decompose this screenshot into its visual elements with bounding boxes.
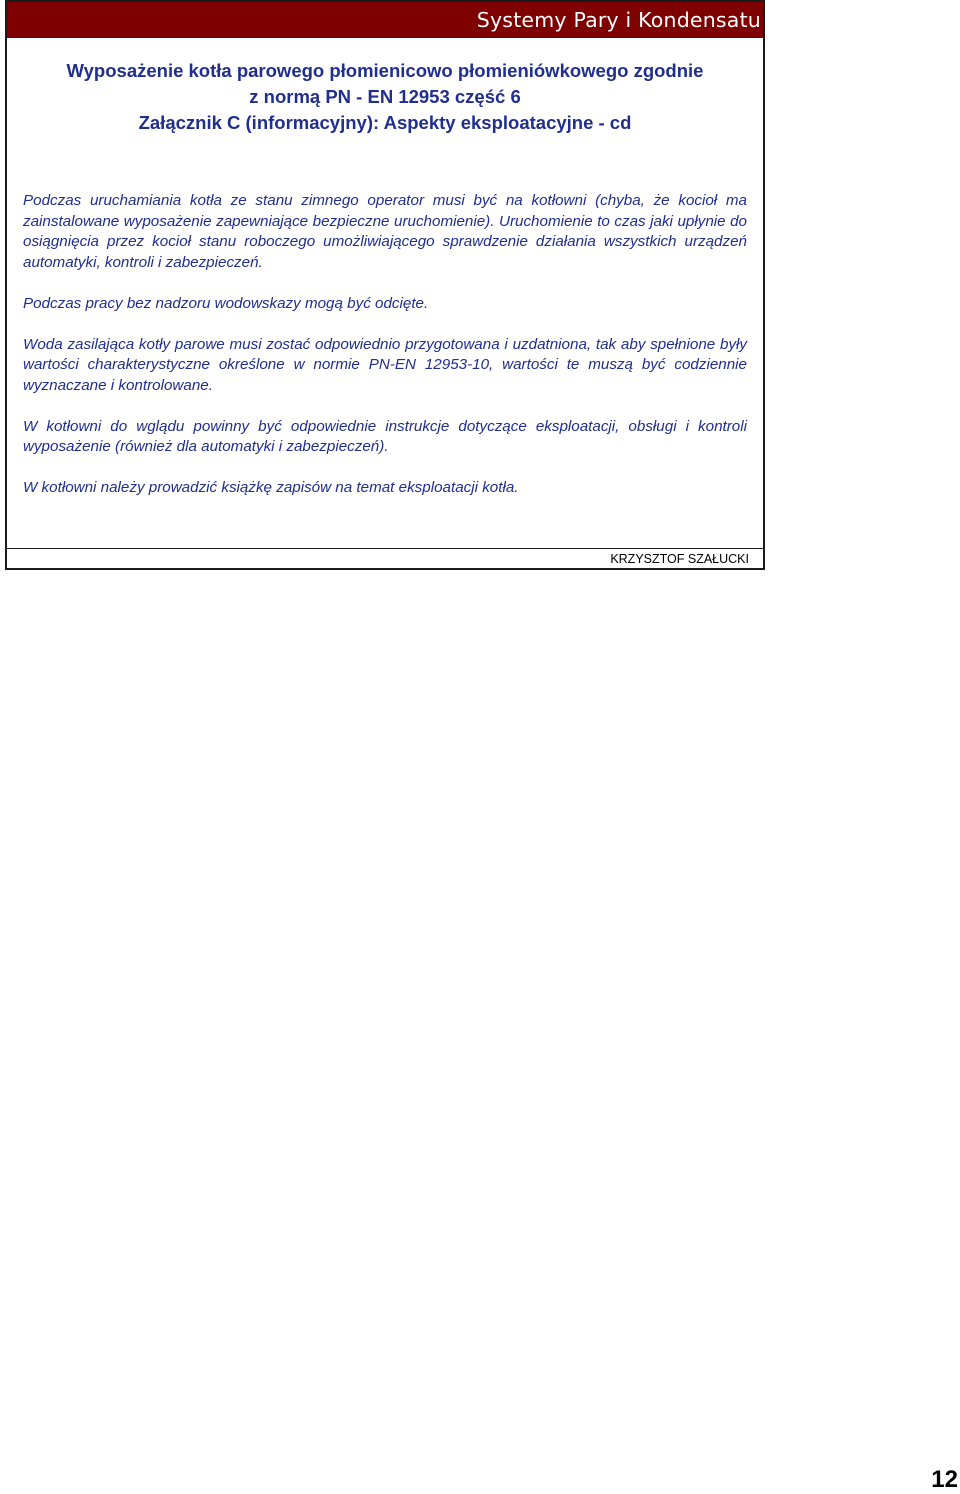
paragraph-instructions: W kotłowni do wglądu powinny być odpowiednie instrukcje dotyczące eksploatacji, obsługi i kontroli wyposażenie (również dla automatyki i zabezpieczeń).: [23, 417, 747, 455]
slide-title-line-2: z normą PN - EN 12953 część 6: [249, 86, 521, 107]
paragraph-startup: Podczas uruchamiania kotła ze stanu zimnego operator musi być na kotłowni (chyba, że kocioł ma zainstalowane wyposażenie zapewniające bezpieczne uruchomienie). Uruchomienie to czas jaki upłynie do osiągnięcia przez kocioł stanu roboczego umożliwiającego sprawdzenie działania wszystkich urządzeń automatyki, kontroli i zabezpieczeń.: [23, 192, 747, 271]
slide-title-line-3: Załącznik C (informacyjny): Aspekty eksploatacyjne - cd: [138, 112, 632, 133]
paragraph-unattended: Podczas pracy bez nadzoru wodowskazy mogą być odcięte.: [23, 294, 429, 312]
paragraph-logbook: W kotłowni należy prowadzić książkę zapisów na temat eksploatacji kotła.: [23, 479, 519, 496]
header-bar: [7, 0, 763, 38]
slide-title: [7, 58, 763, 136]
paragraph-feed-water: Woda zasilająca kotły parowe musi zostać odpowiednio przygotowana i uzdatniona, tak aby spełnione były wartości charakterystyczne określone w normie PN-EN 12953-10, wartości te muszą być codziennie wyznaczane i kontrolowane.: [23, 335, 747, 394]
footer-divider: [7, 548, 763, 549]
slide: [5, 0, 765, 570]
footer-author: KRZYSZTOF SZAŁUCKI: [610, 552, 749, 566]
slide-body: [23, 191, 747, 519]
page-number: 12: [931, 1466, 958, 1493]
slide-title-line-1: Wyposażenie kotła parowego płomienicowo płomieniówkowego zgodnie: [66, 60, 704, 81]
header-title: Systemy Pary i Kondensatu: [476, 8, 761, 32]
